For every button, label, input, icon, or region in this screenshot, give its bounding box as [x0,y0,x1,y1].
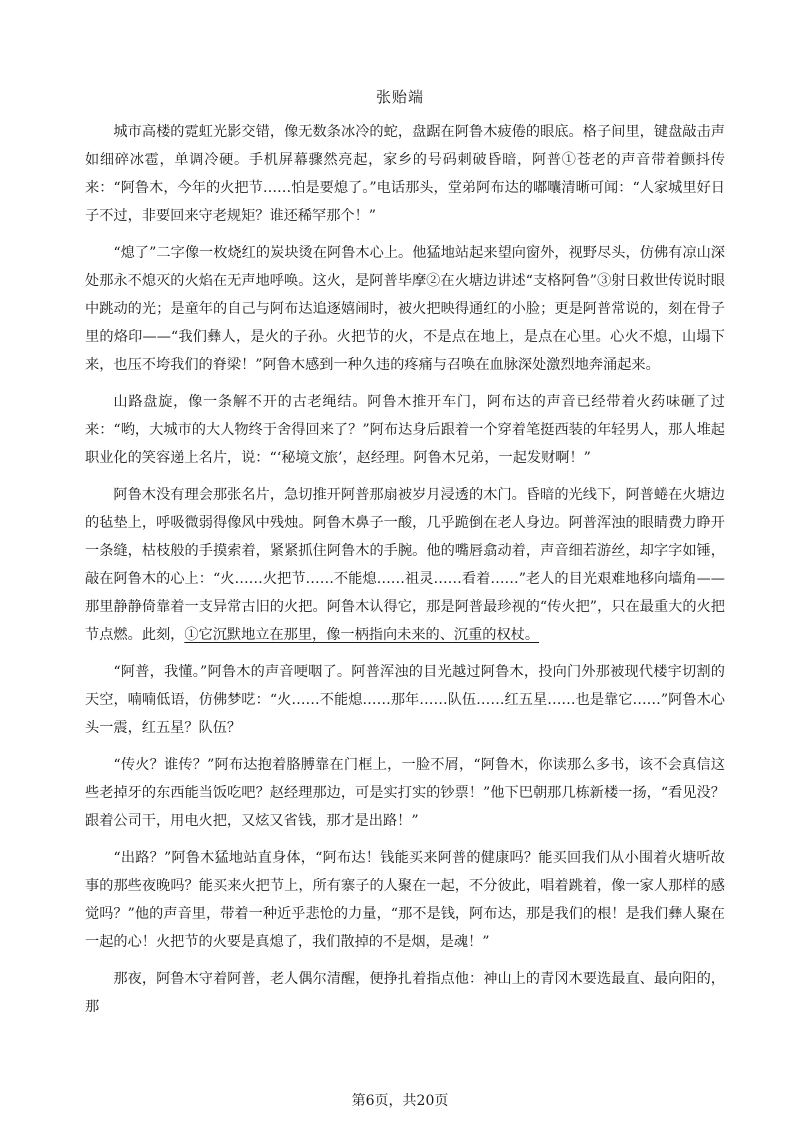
paragraph-4-text: 阿鲁木没有理会那张名片，急切推开阿普那扇被岁月浸透的木门。昏暗的光线下，阿普蜷在火塘边的毡垫上，呼吸微弱得像风中残烛。阿鲁木鼻子一酸，几乎跪倒在老人身边。阿普浑浊的眼睛费力睁开一条缝，枯枝般的手摸索着，紧紧抓住阿鲁木的手腕。他的嘴唇翕动着，声音细若游丝，却字字如锤，敲在阿鲁木的心上：“火……火把节……不能熄……祖灵……看着……”老人的目光艰难地移向墙角——那里静静倚靠着一支异常古旧的火把。阿鲁木认得它，那是阿普最珍视的“传火把”，只在最重大的火把节点燃。此刻， [85,487,725,643]
paragraph-2: “熄了”二字像一枚烧红的炭块烫在阿鲁木心上。他猛地站起来望向窗外，视野尽头，仿佛有凉山深处那永不熄灭的火焰在无声地呼唤。这火，是阿普毕摩②在火塘边讲述“支格阿鲁”③射日救世传说时眼中跳动的光；是童年的自己与阿布达追逐嬉闹时，被火把映得通红的小脸；更是阿普常说的，刻在骨子里的烙印——“我们彝人，是火的子孙。火把节的火，不是点在地上，是点在心里。心火不熄，山塌下来，也压不垮我们的脊梁！”阿鲁木感到一种久违的疼痛与召唤在血脉深处激烈地奔涌起来。 [85,245,725,373]
paragraph-6: “传火？谁传？”阿布达抱着胳膊靠在门框上，一脸不屑，“阿鲁木，你读那么多书，该不会真信这些老掉牙的东西能当饭吃吧？赵经理那边，可是实打实的钞票！”他下巴朝那几栋新楼一扬，“看见没？跟着公司干，用电火把，又炫又省钱，那才是出路！” [85,757,725,829]
paragraph-4 [85,481,725,649]
paragraph-1: 城市高楼的霓虹光影交错，像无数条冰冷的蛇，盘踞在阿鲁木疲倦的眼底。格子间里，键盘敲击声如细碎冰雹，单调冷硬。手机屏幕骤然亮起，家乡的号码刺破昏暗，阿普①苍老的声音带着颤抖传来：“阿鲁木，今年的火把节……怕是要熄了。”电话那头，堂弟阿布达的嘟囔清晰可闻：“人家城里好日子不过，非要回来守老规矩？谁还稀罕那个！” [85,124,725,224]
paragraph-7: “出路？”阿鲁木猛地站直身体，“阿布达！钱能买来阿普的健康吗？能买回我们从小围着火塘听故事的那些夜晚吗？能买来火把节上，所有寨子的人聚在一起，不分彼此，唱着跳着，像一家人那样的感觉吗？”他的声音里，带着一种近乎悲怆的力量，“那不是钱，阿布达，那是我们的根！是我们彝人聚在一起的心！火把节的火要是真熄了，我们散掉的不是烟，是魂！” [85,850,725,950]
paragraph-5: “阿普，我懂。”阿鲁木的声音哽咽了。阿普浑浊的目光越过阿鲁木，投向门外那被现代楼宇切割的天空，喃喃低语，仿佛梦呓：“火……不能熄……那年……队伍……红五星……也是靠它……”阿鲁木心头一震，红五星？队伍？ [85,664,725,736]
author-name: 张贻端 [375,88,424,106]
underlined-sentence-1: ①它沉默地立在那里，像一柄指向未来的、沉重的权杖。 [184,627,540,643]
paragraph-3: 山路盘旋，像一条解不开的古老绳结。阿鲁木推开车门，阿布达的声音已经带着火药味砸了过来：“哟，大城市的大人物终于舍得回来了？”阿布达身后跟着一个穿着笔挺西装的年轻男人，那人堆起职业化的笑容递上名片，说：“‘秘境文旅’，赵经理。阿鲁木兄弟，一起发财啊！” [85,394,725,466]
page-number: 第6页，共20页 [351,1093,449,1109]
paragraph-8: 那夜，阿鲁木守着阿普，老人偶尔清醒，便挣扎着指点他：神山上的青冈木要选最直、最向阳的，那 [85,971,725,1015]
article-body [85,118,725,1030]
